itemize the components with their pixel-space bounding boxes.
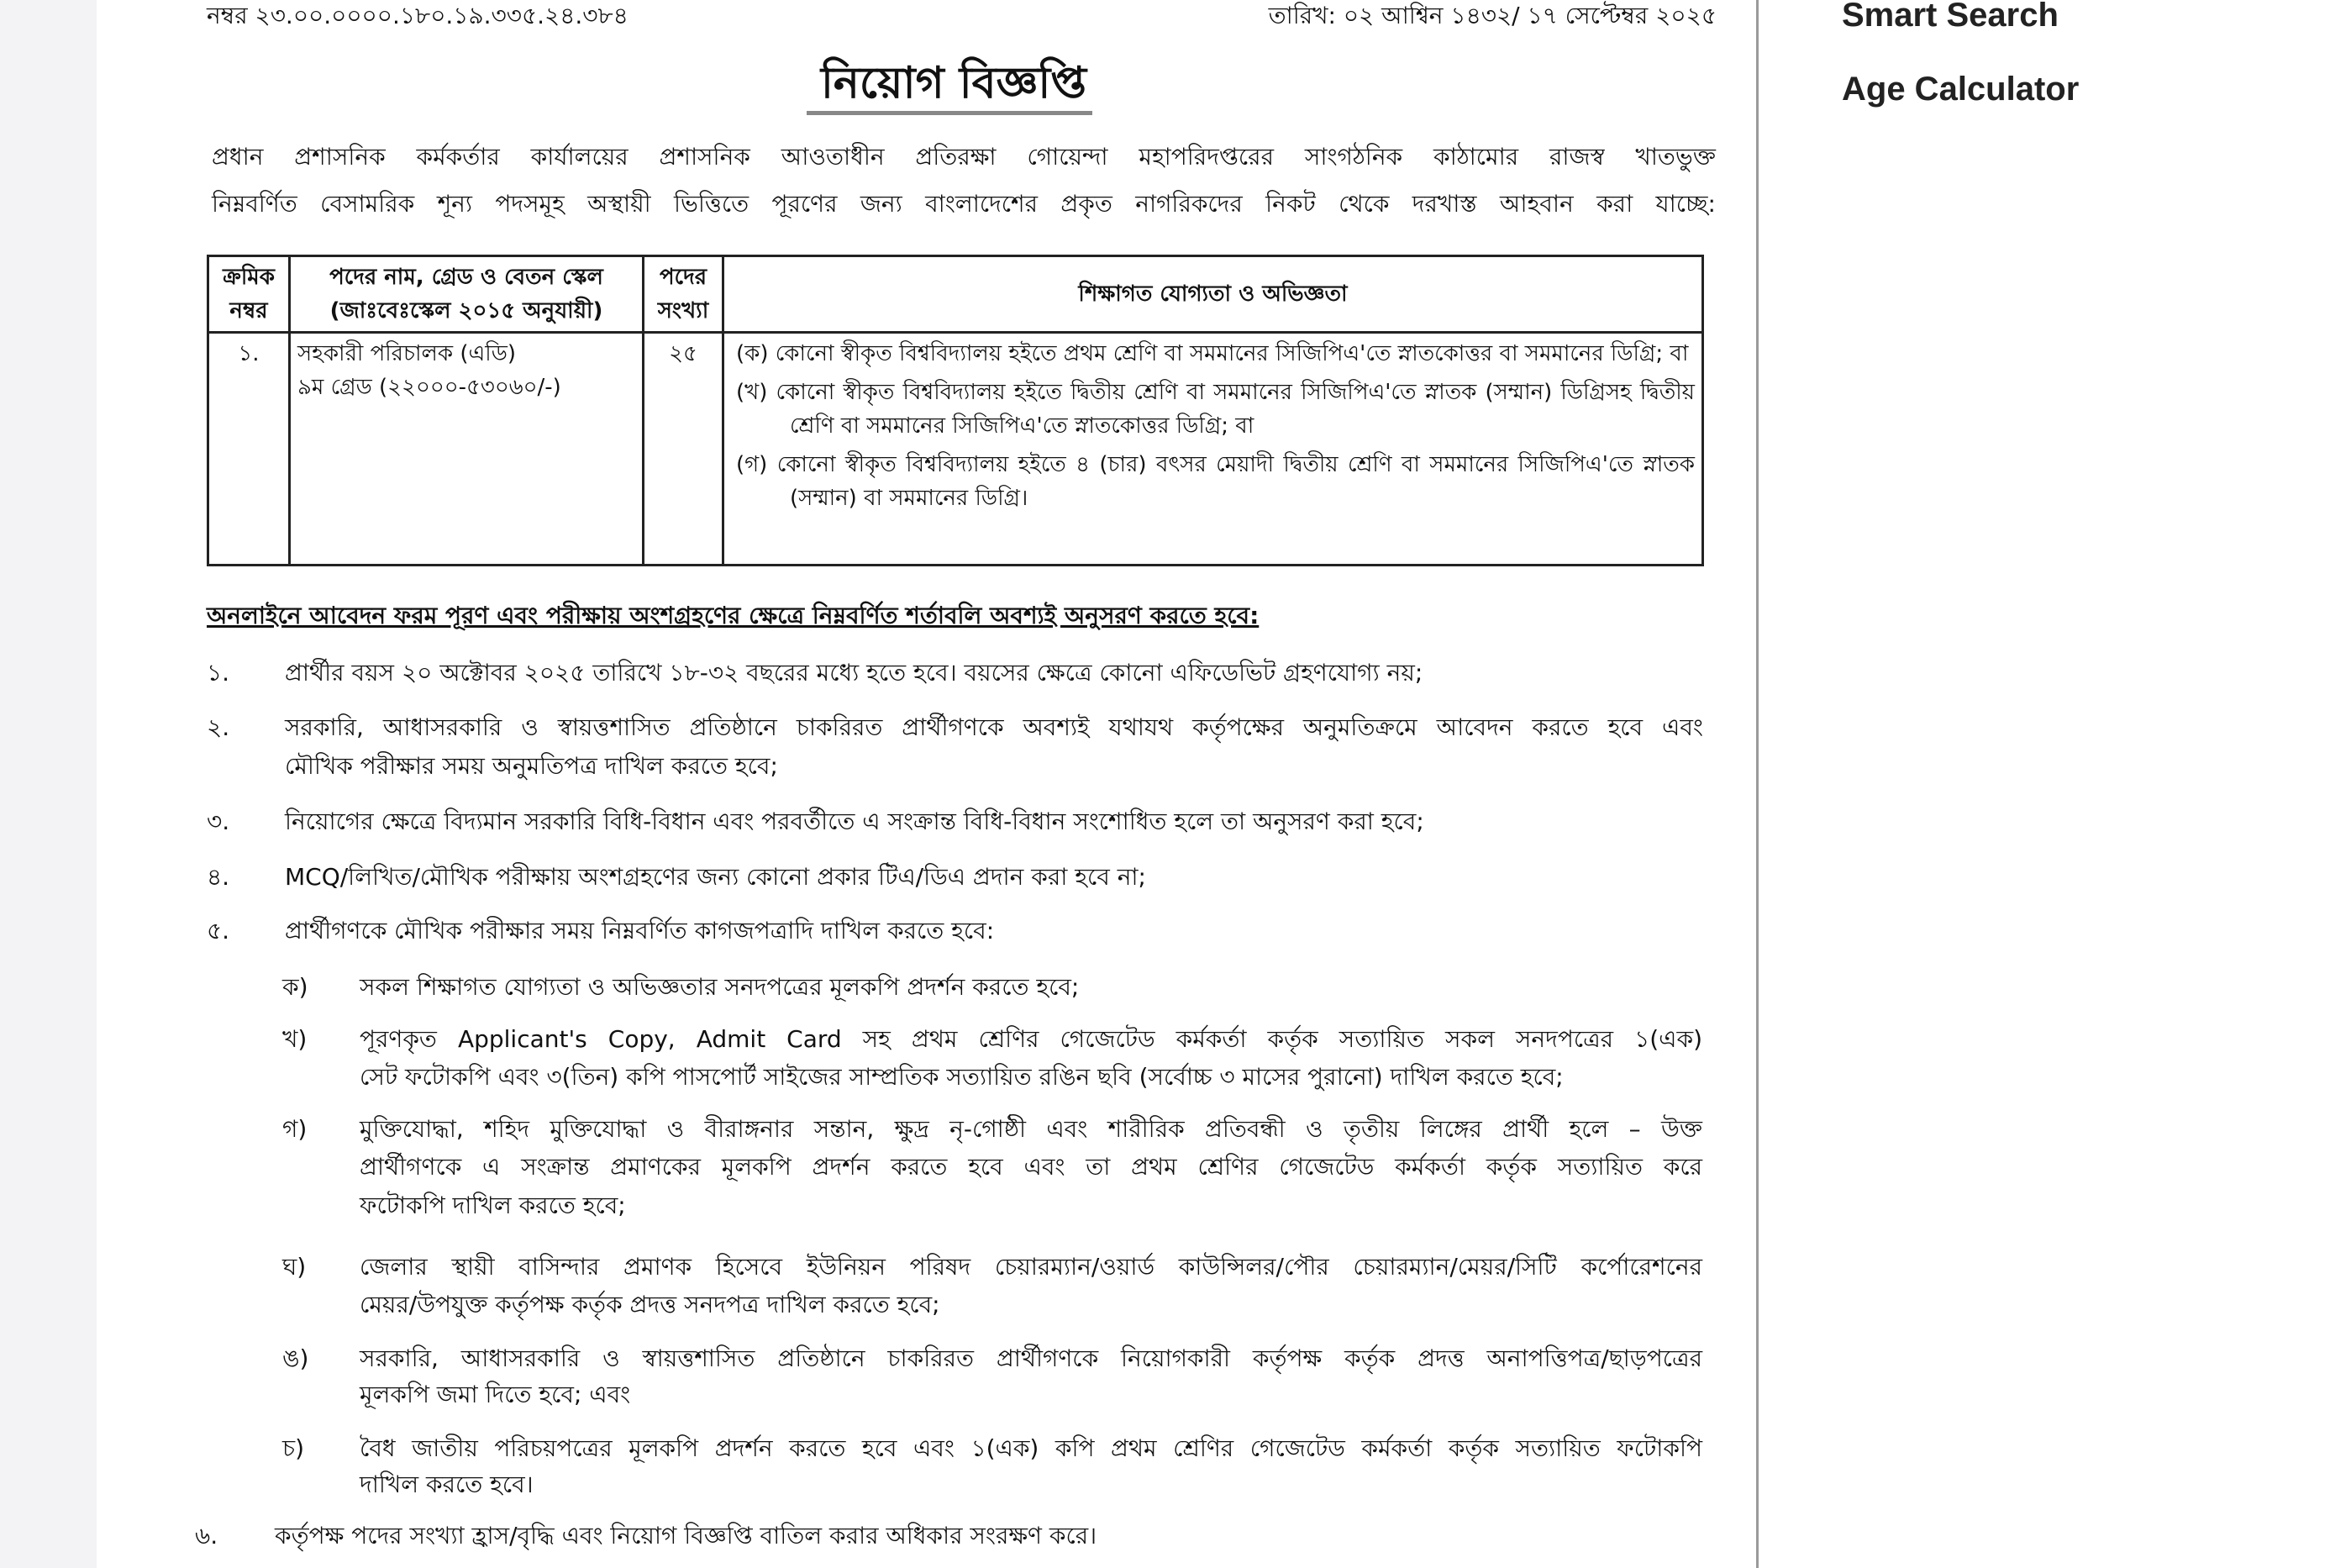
sub-condition-label: ক): [282, 973, 308, 1001]
sub-condition-text: প্রার্থীগণকে এ সংক্রান্ত প্রমাণকের মূলকপি প্রদর্শন করতে হবে এবং তা প্রথম শ্রেণির গেজেটেড কর্মকর্তা কর্তৃক সত্যায়িত করে: [360, 1153, 1702, 1181]
sub-condition-label: খ): [282, 1025, 308, 1053]
sub-condition-text: সেট ফটোকপি এবং ৩(তিন) কপি পাসপোর্ট সাইজের সাম্প্রতিক সত্যায়িত রঙিন ছবি (সর্বোচ্চ ৩ মাসের পুরানো) দাখিল করতে হবে;: [360, 1063, 1564, 1091]
sub-condition-text: ফটোকপি দাখিল করতে হবে;: [360, 1192, 626, 1219]
table-header-row: [208, 256, 1703, 333]
sub-condition-label: ঙ): [282, 1344, 309, 1372]
left-gutter: [0, 0, 97, 1568]
notice-document: [97, 0, 1756, 1568]
sub-condition-text: জেলার স্থায়ী বাসিন্দার প্রমাণক হিসেবে ইউনিয়ন পরিষদ চেয়ারম্যান/ওয়ার্ড কাউন্সিলর/পৌর চেয়ারম্যান/মেয়র/সিটি কর্পোরেশনের: [360, 1253, 1702, 1281]
condition-number: ১.: [207, 659, 230, 687]
header-count: পদের সংখ্যা: [644, 256, 723, 333]
sub-condition-label: চ): [282, 1434, 305, 1462]
header-post: পদের নাম, গ্রেড ও বেতন স্কেল (জাঃবেঃস্কেল ২০১৫ অনুযায়ী): [290, 256, 644, 333]
sub-condition-text: সরকারি, আধাসরকারি ও স্বায়ত্তশাসিত প্রতিষ্ঠানে চাকরিরত প্রার্থীগণকে নিয়োগকারী কর্তৃপক্ষ কর্তৃক প্রদত্ত অনাপত্তিপত্র/ছাড়পত্রের: [360, 1344, 1702, 1372]
table-row: [208, 333, 1703, 566]
sub-condition-text: দাখিল করতে হবে।: [360, 1471, 534, 1498]
sub-condition-label: ঘ): [282, 1253, 307, 1281]
condition-text: প্রার্থীর বয়স ২০ অক্টোবর ২০২৫ তারিখে ১৮-৩২ বছরের মধ্যে হতে হবে। বয়সের ক্ষেত্রে কোনো এফিডেভিট গ্রহণযোগ্য নয়;: [285, 659, 1423, 687]
sub-condition-text: মেয়র/উপযুক্ত কর্তৃপক্ষ কর্তৃক প্রদত্ত সনদপত্র দাখিল করতে হবে;: [360, 1291, 940, 1318]
sidebar-link-age-calculator[interactable]: Age Calculator: [1842, 71, 2080, 108]
condition-text: প্রার্থীগণকে মৌখিক পরীক্ষার সময় নিম্নবর্ণিত কাগজপত্রাদি দাখিল করতে হবে:: [285, 917, 995, 944]
cell-qualification: [723, 333, 1703, 566]
sub-condition-text: বৈধ জাতীয় পরিচয়পত্রের মূলকপি প্রদর্শন করতে হবে এবং ১(এক) কপি প্রথম শ্রেণির গেজেটেড কর্মকর্তা কর্তৃক সত্যায়িত ফটোকপি: [360, 1434, 1702, 1462]
sub-condition-text: সকল শিক্ষাগত যোগ্যতা ও অভিজ্ঞতার সনদপত্রের মূলকপি প্রদর্শন করতে হবে;: [360, 973, 1080, 1001]
conditions-heading: [207, 602, 1259, 630]
sub-condition-label: গ): [282, 1115, 308, 1143]
qualification-item: (খ) কোনো স্বীকৃত বিশ্ববিদ্যালয় হইতে দ্বিতীয় শ্রেণি বা সমমানের সিজিপিএ'তে স্নাতক (সম্মান) ডিগ্রিসহ দ্বিতীয় শ্রেণি বা সমমানের সিজিপিএ'তে স্নাতকোত্তর ডিগ্রি; বা: [736, 380, 1695, 439]
sub-condition-text: মুক্তিযোদ্ধা, শহিদ মুক্তিযোদ্ধা ও বীরাঙ্গনার সন্তান, ক্ষুদ্র নৃ-গোষ্ঠী এবং শারীরিক প্রতিবন্ধী ও তৃতীয় লিঙ্গের প্রার্থী হলে – উক্ত: [360, 1115, 1702, 1143]
post-name: সহকারী পরিচালক (এডি): [297, 341, 516, 366]
condition-number: ৪.: [207, 863, 230, 891]
condition-text: কর্তৃপক্ষ পদের সংখ্যা হ্রাস/বৃদ্ধি এবং নিয়োগ বিজ্ঞপ্তি বাতিল করার অধিকার সংরক্ষণ করে।: [275, 1522, 1097, 1550]
header-qualification: শিক্ষাগত যোগ্যতা ও অভিজ্ঞতা: [723, 256, 1703, 333]
condition-number: ২.: [207, 713, 230, 741]
qualification-item: (ক) কোনো স্বীকৃত বিশ্ববিদ্যালয় হইতে প্রথম শ্রেণি বা সমমানের সিজিপিএ'তে স্নাতকোত্তর বা সমমানের ডিগ্রি; বা: [736, 341, 1689, 366]
sub-condition-text: পূরণকৃত Applicant's Copy, Admit Card সহ প্রথম শ্রেণির গেজেটেড কর্মকর্তা কর্তৃক সত্যায়িত সকল সনদপত্রের ১(এক): [360, 1025, 1702, 1053]
header-serial: ক্রমিক নম্বর: [208, 256, 290, 333]
conditions-heading-text: অনলাইনে আবেদন ফরম পূরণ এবং পরীক্ষায় অংশগ্রহণের ক্ষেত্রে নিম্নবর্ণিত শর্তাবলি অবশ্যই অনুসরণ করতে হবে:: [207, 602, 1260, 629]
condition-text: নিয়োগের ক্ষেত্রে বিদ্যমান সরকারি বিধি-বিধান এবং পরবর্তীতে এ সংক্রান্ত বিধি-বিধান সংশোধিত হলে তা অনুসরণ করা হবে;: [285, 808, 1424, 835]
cell-post: [290, 333, 644, 566]
condition-text: MCQ/লিখিত/মৌখিক পরীক্ষায় অংশগ্রহণের জন্য কোনো প্রকার টিএ/ডিএ প্রদান করা হবে না;: [285, 863, 1146, 891]
condition-text: মৌখিক পরীক্ষার সময় অনুমতিপত্র দাখিল করতে হবে;: [285, 752, 778, 780]
memo-number: নম্বর ২৩.০০.০০০০.১৮০.১৯.৩৩৫.২৪.৩৮৪: [207, 2, 629, 29]
intro-line: নিম্নবর্ণিত বেসামরিক শূন্য পদসমূহ অস্থায়ী ভিত্তিতে পূরণের জন্য বাংলাদেশের প্রকৃত নাগরিকদের নিকট থেকে দরখাস্ত আহবান করা যাচ্ছে:: [212, 190, 1716, 218]
notice-title: নিয়োগ বিজ্ঞপ্তি: [821, 58, 1086, 108]
cell-serial: ১.: [208, 333, 290, 566]
condition-number: ৫.: [207, 917, 230, 944]
condition-number: ৩.: [207, 808, 230, 835]
condition-text: সরকারি, আধাসরকারি ও স্বায়ত্তশাসিত প্রতিষ্ঠানে চাকরিরত প্রার্থীগণকে অবশ্যই যথাযথ কর্তৃপক্ষের অনুমতিক্রমে আবেদন করতে হবে এবং: [285, 713, 1703, 741]
posts-table: [207, 255, 1704, 566]
column-divider: [1756, 0, 1759, 1568]
title-underline: [807, 111, 1092, 115]
condition-number: ৬.: [195, 1522, 218, 1550]
cell-count: ২৫: [644, 333, 723, 566]
post-grade: ৯ম গ্রেড (২২০০০-৫৩০৬০/-): [297, 375, 561, 400]
sidebar-link-smart-search[interactable]: Smart Search: [1842, 0, 2059, 34]
sub-condition-text: মূলকপি জমা দিতে হবে; এবং: [360, 1381, 631, 1408]
intro-line: প্রধান প্রশাসনিক কর্মকর্তার কার্যালয়ের প্রশাসনিক আওতাধীন প্রতিরক্ষা গোয়েন্দা মহাপরিদপ্তরের সাংগঠনিক কাঠামোর রাজস্ব খাতভুক্ত: [212, 143, 1716, 171]
qualification-item: (গ) কোনো স্বীকৃত বিশ্ববিদ্যালয় হইতে ৪ (চার) বৎসর মেয়াদী দ্বিতীয় শ্রেণি বা সমমানের সিজিপিএ'তে স্নাতক (সম্মান) বা সমমানের ডিগ্রি।: [736, 452, 1695, 511]
notice-date: তারিখ: ০২ আশ্বিন ১৪৩২/ ১৭ সেপ্টেম্বর ২০২৫: [1268, 2, 1717, 29]
